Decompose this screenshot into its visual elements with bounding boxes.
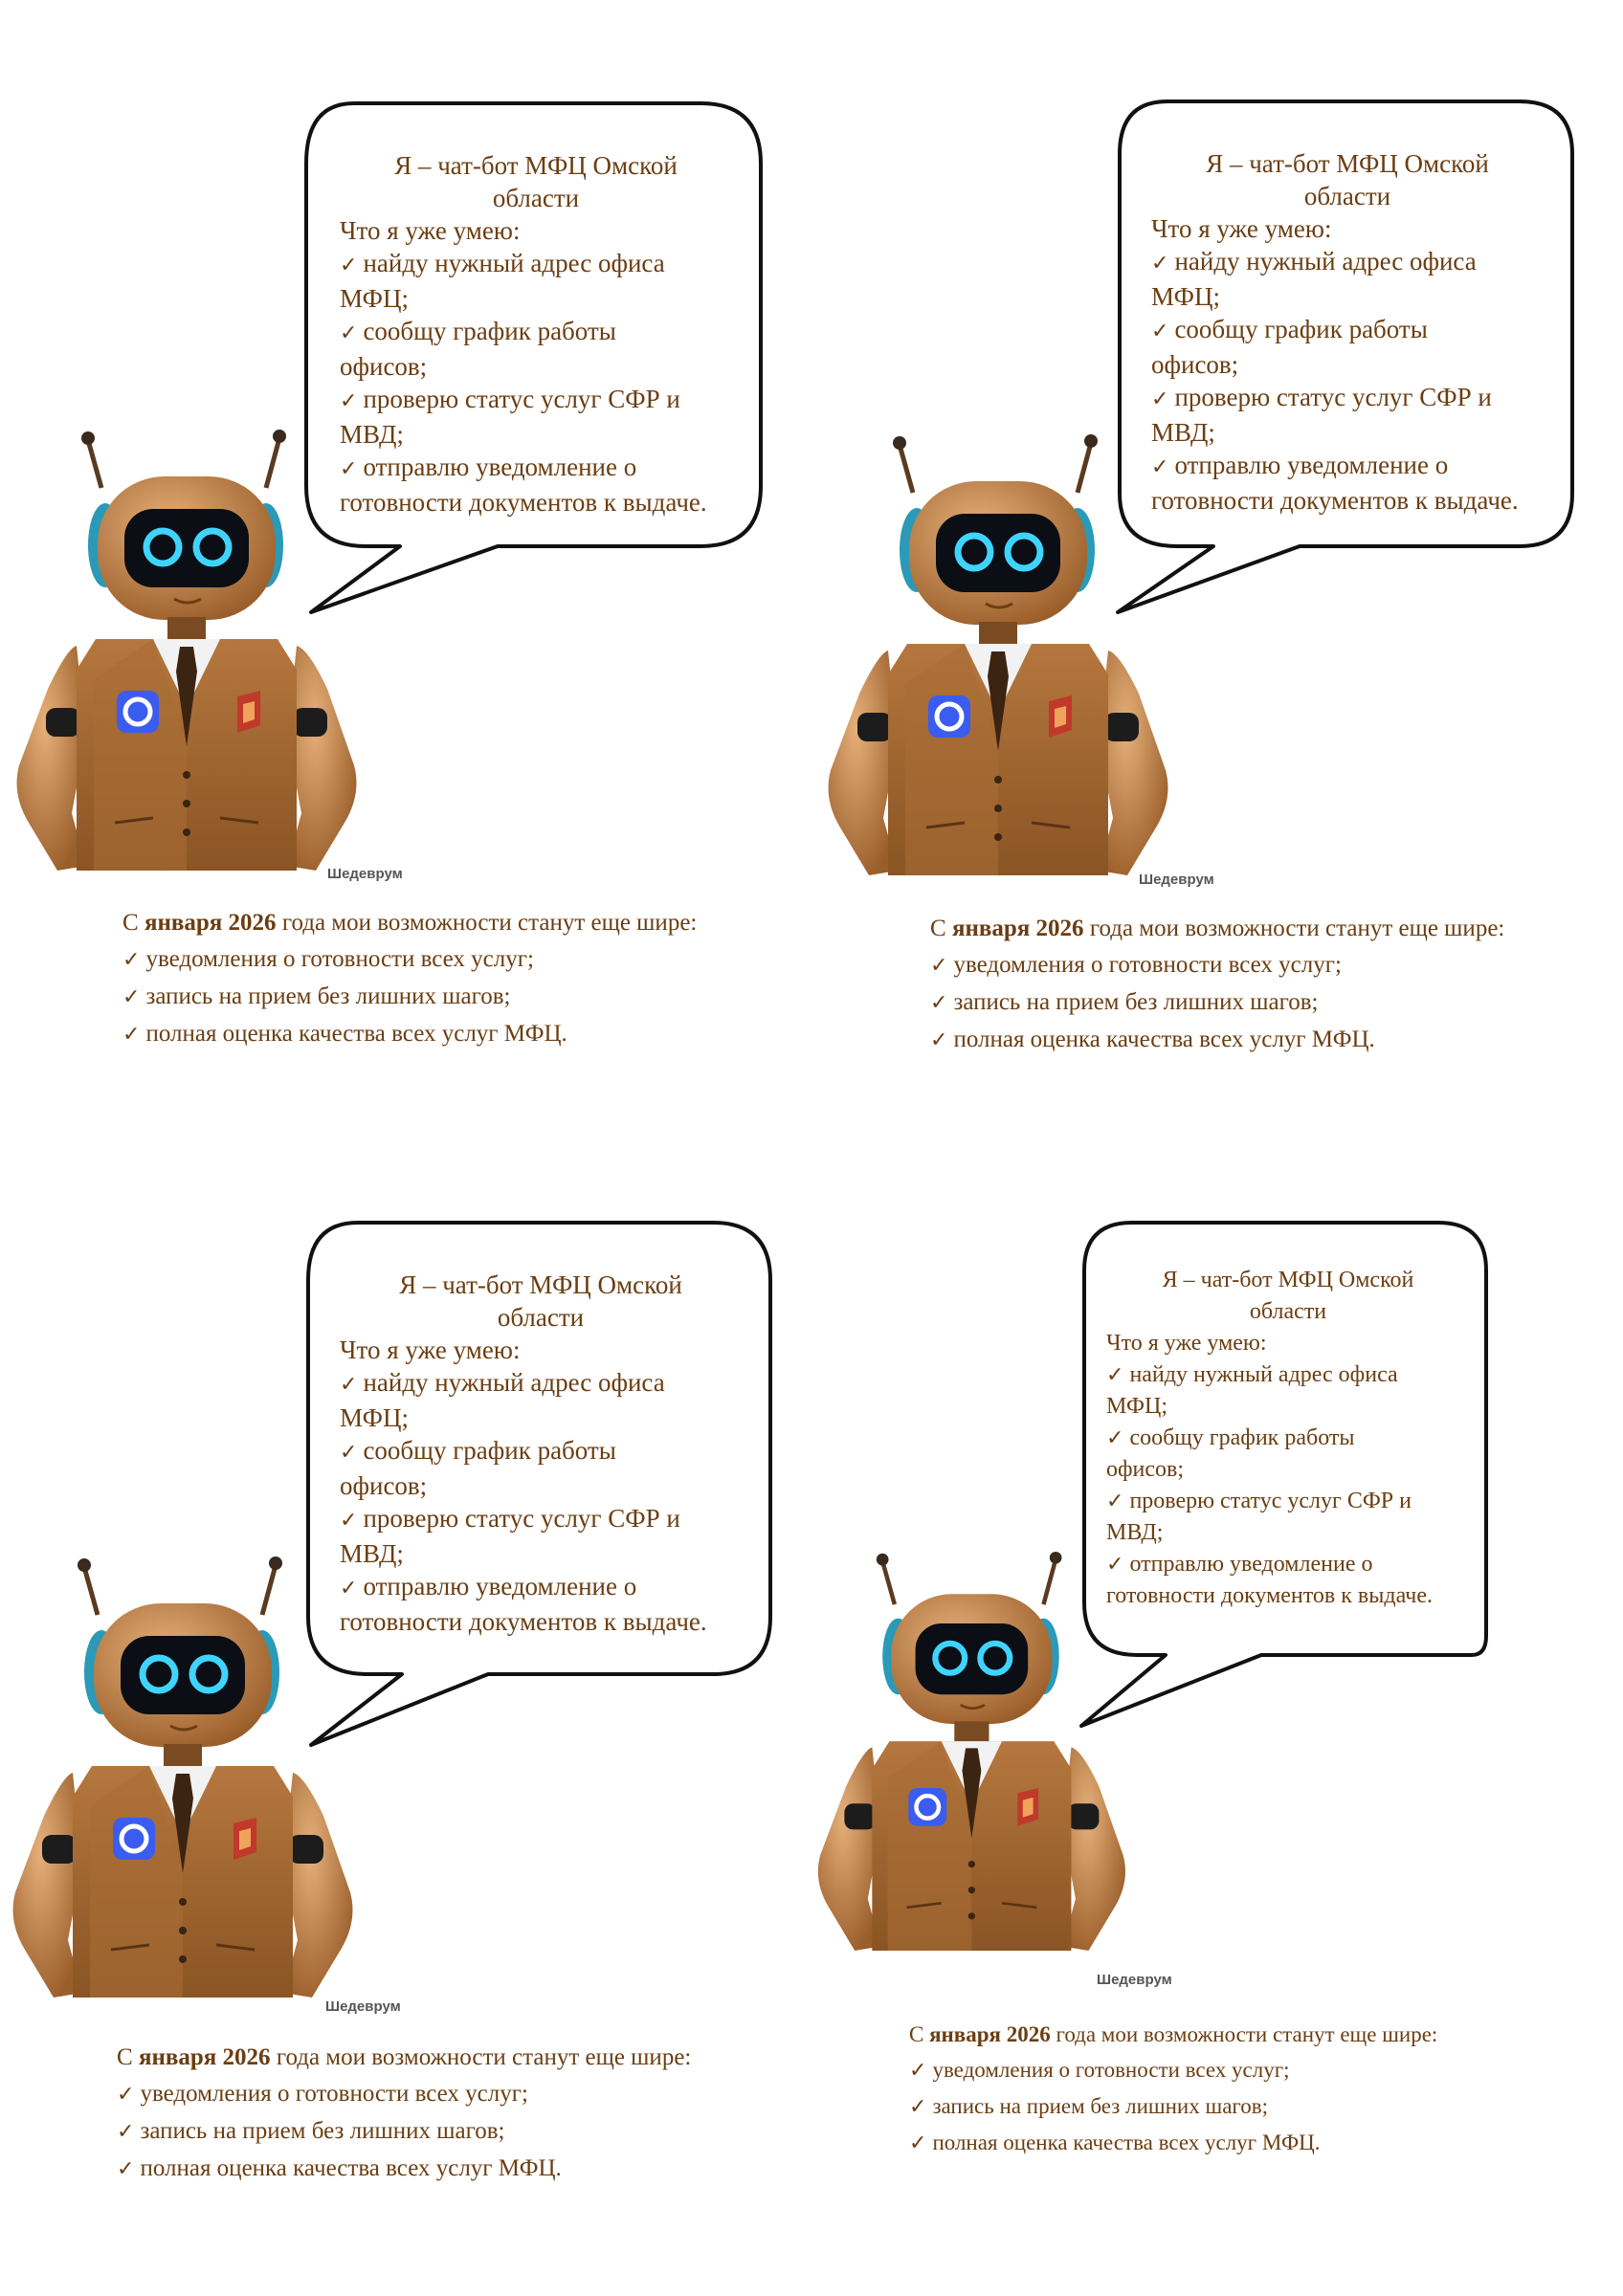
skill-item-cont: МФЦ; [340, 284, 409, 313]
watermark: Шедеврум [1091, 1971, 1178, 1989]
skill-item-cont: готовности документов к выдаче. [340, 1607, 707, 1636]
skill-item: сообщу график работы [363, 1436, 616, 1465]
chatbot-card [0, 0, 812, 1100]
skill-item-cont: МФЦ; [1106, 1394, 1167, 1419]
future-item: запись на прием без лишних шагов; [932, 2094, 1269, 2118]
skill-item-cont: офисов; [340, 352, 428, 381]
check-mark-icon: ✓ [909, 2059, 927, 2083]
watermark: Шедеврум [1133, 871, 1220, 889]
skill-item: проверю статус услуг СФР и [1129, 1489, 1412, 1513]
bubble-intro: Что я уже умею: [1106, 1331, 1267, 1356]
check-mark-icon: ✓ [340, 457, 358, 481]
robot-mascot-icon [6, 1548, 408, 2026]
future-item: запись на прием без лишних шагов; [140, 2118, 505, 2144]
skill-item-cont: офисов; [340, 1471, 428, 1500]
skill-item: проверю статус услуг СФР и [363, 1504, 680, 1533]
bubble-intro: Что я уже умею: [1151, 214, 1332, 243]
check-mark-icon: ✓ [122, 985, 141, 1009]
chatbot-card [812, 1119, 1623, 2248]
skill-item-cont: офисов; [1151, 350, 1239, 379]
check-mark-icon: ✓ [1151, 252, 1169, 276]
check-mark-icon: ✓ [340, 389, 358, 413]
check-mark-icon: ✓ [909, 2095, 927, 2119]
skill-item: отправлю уведомление о [363, 1572, 637, 1601]
bubble-title: Я – чат-бот МФЦ Омской [1162, 1268, 1414, 1292]
skill-item: отправлю уведомление о [1174, 451, 1449, 479]
future-item: полная оценка качества всех услуг МФЦ. [140, 2155, 562, 2181]
bubble-title: Я – чат-бот МФЦ Омской [394, 151, 678, 180]
skill-item: отправлю уведомление о [363, 453, 637, 481]
bubble-intro: Что я уже умею: [340, 1336, 521, 1364]
skill-item: сообщу график работы [1129, 1425, 1355, 1450]
future-heading: С января 2026 года мои возможности станут еще шире: [122, 910, 698, 936]
watermark: Шедеврум [322, 865, 409, 883]
check-mark-icon: ✓ [122, 948, 141, 972]
skill-item: найду нужный адрес офиса [363, 249, 665, 277]
bubble-intro: Что я уже умею: [340, 216, 521, 245]
check-mark-icon: ✓ [340, 1577, 358, 1601]
future-item: полная оценка качества всех услуг МФЦ. [953, 1027, 1375, 1052]
check-mark-icon: ✓ [930, 1028, 948, 1052]
future-item: запись на прием без лишних шагов; [953, 989, 1319, 1015]
skill-item: сообщу график работы [1174, 315, 1428, 343]
check-mark-icon: ✓ [930, 991, 948, 1015]
check-mark-icon: ✓ [117, 2083, 135, 2107]
check-mark-icon: ✓ [1106, 1490, 1124, 1513]
check-mark-icon: ✓ [122, 1023, 141, 1047]
skill-item-cont: МВД; [340, 1539, 404, 1568]
skill-item: сообщу график работы [363, 317, 616, 345]
skill-item: проверю статус услуг СФР и [363, 385, 680, 413]
skill-item-cont: офисов; [1106, 1457, 1185, 1482]
bubble-title-line2: области [492, 184, 580, 212]
bubble-title: Я – чат-бот МФЦ Омской [1206, 149, 1489, 178]
watermark: Шедеврум [320, 1998, 407, 2016]
check-mark-icon: ✓ [340, 321, 358, 345]
check-mark-icon: ✓ [930, 954, 948, 978]
skill-item-cont: готовности документов к выдаче. [340, 488, 707, 517]
check-mark-icon: ✓ [340, 1509, 358, 1533]
future-item: полная оценка качества всех услуг МФЦ. [145, 1021, 567, 1047]
future-item: запись на прием без лишних шагов; [145, 983, 511, 1009]
chatbot-card [812, 0, 1623, 1100]
check-mark-icon: ✓ [340, 1373, 358, 1397]
check-mark-icon: ✓ [117, 2157, 135, 2181]
future-item: полная оценка качества всех услуг МФЦ. [932, 2130, 1321, 2154]
future-item: уведомления о готовности всех услуг; [932, 2058, 1290, 2082]
check-mark-icon: ✓ [1106, 1426, 1124, 1450]
bubble-title-line2: области [497, 1303, 585, 1332]
future-heading: С января 2026 года мои возможности станут еще шире: [909, 2022, 1438, 2046]
check-mark-icon: ✓ [1106, 1363, 1124, 1387]
skill-item: найду нужный адрес офиса [1174, 247, 1477, 276]
robot-mascot-icon [821, 426, 1223, 904]
skill-item-cont: готовности документов к выдаче. [1151, 486, 1519, 515]
skill-item-cont: МФЦ; [1151, 282, 1220, 311]
check-mark-icon: ✓ [909, 2131, 927, 2155]
check-mark-icon: ✓ [340, 254, 358, 277]
skill-item: найду нужный адрес офиса [363, 1368, 665, 1397]
future-heading: С января 2026 года мои возможности станут еще шире: [117, 2044, 692, 2070]
skill-item-cont: готовности документов к выдаче. [1106, 1583, 1434, 1608]
check-mark-icon: ✓ [1151, 455, 1169, 479]
chatbot-card [0, 1119, 812, 2248]
future-item: уведомления о готовности всех услуг; [140, 2081, 528, 2107]
check-mark-icon: ✓ [1151, 387, 1169, 411]
check-mark-icon: ✓ [117, 2120, 135, 2144]
skill-item-cont: МВД; [340, 420, 404, 449]
check-mark-icon: ✓ [1106, 1553, 1124, 1577]
skill-item: отправлю уведомление о [1129, 1552, 1373, 1577]
robot-mascot-icon [10, 421, 411, 899]
bubble-title-line2: области [1249, 1299, 1327, 1324]
skill-item-cont: МВД; [1151, 418, 1215, 447]
skill-item: найду нужный адрес офиса [1129, 1362, 1398, 1387]
future-item: уведомления о готовности всех услуг; [145, 946, 534, 972]
check-mark-icon: ✓ [1151, 320, 1169, 343]
robot-mascot-icon [812, 1540, 1175, 1980]
bubble-title: Я – чат-бот МФЦ Омской [399, 1270, 682, 1299]
check-mark-icon: ✓ [340, 1441, 358, 1465]
future-item: уведомления о готовности всех услуг; [953, 952, 1342, 978]
skill-item-cont: МФЦ; [340, 1403, 409, 1432]
bubble-title-line2: области [1303, 182, 1391, 210]
skill-item-cont: МВД; [1106, 1520, 1164, 1545]
skill-item: проверю статус услуг СФР и [1174, 383, 1492, 411]
future-heading: С января 2026 года мои возможности станут еще шире: [930, 916, 1505, 941]
